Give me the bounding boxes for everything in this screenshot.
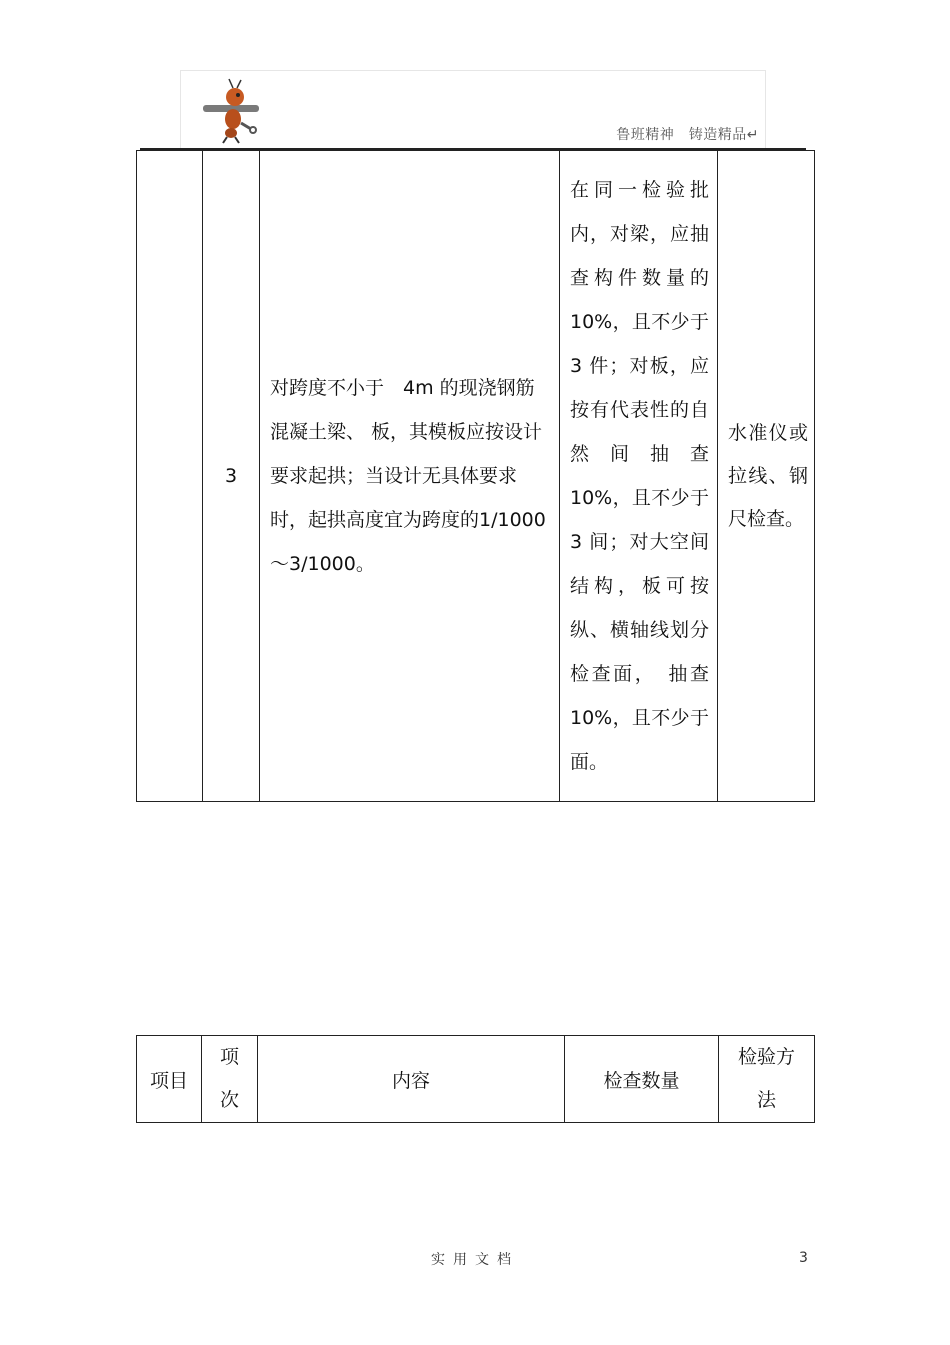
content-cell: 对跨度不小于 4m 的现浇钢筋混凝土梁、 板，其模板应按设计要求起拱；当设计无具体要求时，起拱高度宜为跨度的1/1000～3/1000。 bbox=[260, 151, 560, 802]
header-content: 内容 bbox=[258, 1036, 565, 1123]
page-number: 3 bbox=[799, 1250, 808, 1266]
footer-label: 实用文档 bbox=[431, 1252, 519, 1268]
inspection-table-header bbox=[136, 1035, 815, 1123]
header-banner bbox=[180, 70, 766, 148]
quantity-cell: 在同一检验批内，对梁，应抽查构件数量的 10%，且不少于 3 件；对板，应按有代表性的自然间抽查 10%，且不少于 3 间；对大空间结构，板可按纵、横轴线划分检查面， 抽查10%，且不少于面。 bbox=[560, 151, 718, 802]
header-item: 项目 bbox=[137, 1036, 202, 1123]
table-header-row bbox=[137, 1036, 815, 1123]
method-cell: 水准仪或拉线、钢尺检查。 bbox=[718, 151, 815, 802]
header-index: 项次 bbox=[202, 1036, 258, 1123]
item-number: 3 bbox=[203, 151, 260, 802]
table-row bbox=[137, 151, 815, 802]
header-quantity: 检查数量 bbox=[565, 1036, 719, 1123]
header-slogan: 鲁班精神 铸造精品↵ bbox=[616, 127, 759, 143]
inspection-table-continued bbox=[136, 150, 815, 802]
ant-mascot-logo bbox=[201, 75, 261, 145]
item-cell bbox=[137, 151, 203, 802]
header-method: 检验方法 bbox=[719, 1036, 815, 1123]
